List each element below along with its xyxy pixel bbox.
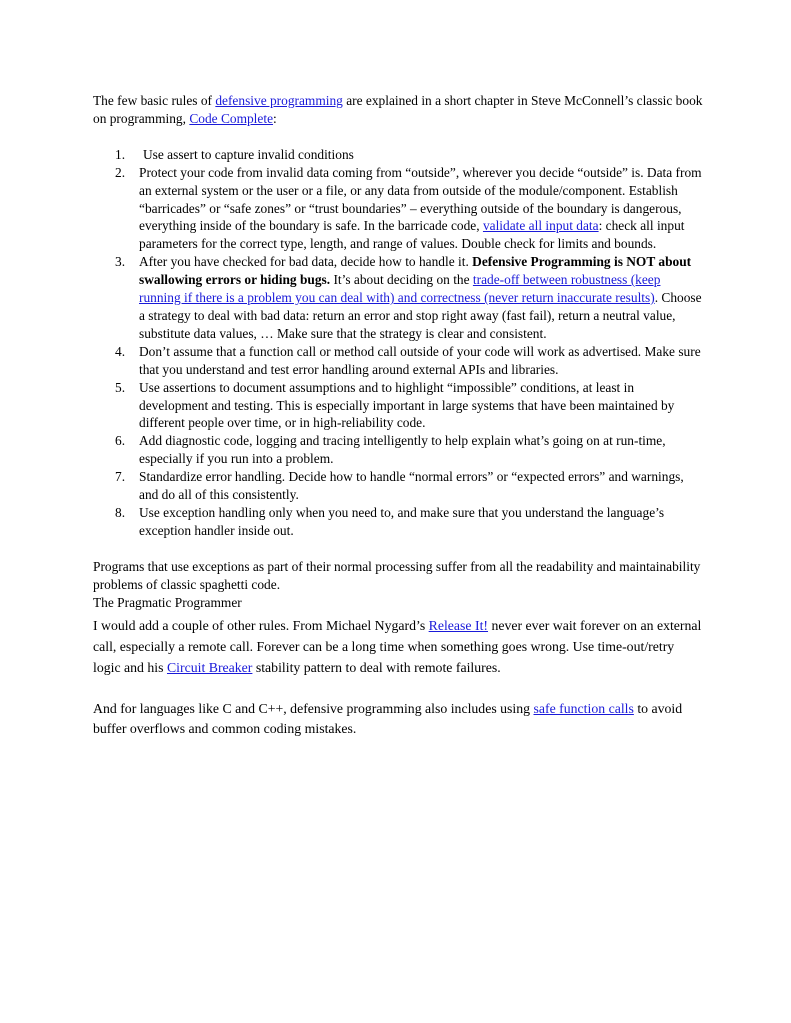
safe-calls-paragraph	[93, 699, 705, 740]
rules-list	[93, 146, 705, 540]
link-safe-function-calls[interactable]: safe function calls	[533, 700, 634, 716]
list-number: 2.	[115, 164, 126, 180]
intro-text-3: :	[273, 110, 277, 126]
list-number: 8.	[115, 504, 126, 520]
intro-text-2: are explained in a short chapter in Steve McConnell’s classic book on programming,	[93, 93, 703, 126]
intro-paragraph	[93, 92, 705, 128]
list-number: 5.	[115, 379, 126, 395]
paragraph-text: And for languages like C and C++, defensive programming also includes using	[93, 700, 534, 716]
list-item-text: Don’t assume that a function call or method call outside of your code will work as advertised. Make sure that you understand and test error handling around external APIs and libraries.	[139, 343, 701, 377]
link-validate-input-data[interactable]: validate all input data	[482, 218, 599, 234]
list-item-text: Standardize error handling. Decide how to handle “normal errors” or “expected errors” and warnings, and do all of this consistently.	[139, 469, 684, 503]
link-circuit-breaker[interactable]: Circuit Breaker	[166, 659, 253, 675]
list-number: 3.	[115, 254, 126, 270]
list-item-text: : check all input parameters for the correct type, length, and range of values. Double check for limits and bounds.	[139, 218, 685, 252]
link-tradeoff-robustness-correctness[interactable]: trade-off between robustness (keep running if there is a problem you can deal with) and correctness (never return inaccurate results)	[139, 272, 661, 306]
list-item	[93, 146, 705, 164]
list-item	[93, 432, 705, 468]
list-item	[93, 504, 705, 540]
list-item-text: Use assertions to document assumptions and to highlight “impossible” conditions, at least in development and testing. This is especially important in large systems that have been maintained by different people over time, or in high-reliability code.	[139, 379, 675, 431]
list-number: 7.	[115, 469, 126, 485]
list-number: 1.	[115, 146, 126, 162]
quote-text: Programs that use exceptions as part of their normal processing suffer from all the readability and maintainability problems of classic spaghetti code.	[93, 558, 701, 592]
list-item	[93, 164, 705, 254]
list-item	[93, 468, 705, 504]
list-number: 4.	[115, 343, 126, 359]
paragraph-text: never ever wait forever on an external call, especially a remote call. Forever can be a long time when something goes wrong. Use time-out/retry logic and his	[93, 618, 702, 675]
list-item	[93, 343, 705, 379]
bold-statement: Defensive Programming is NOT about swallowing errors or hiding bugs.	[139, 254, 692, 288]
link-defensive-programming[interactable]: defensive programming	[215, 93, 343, 108]
list-item-text: Use exception handling only when you need to, and make sure that you understand the language’s exception handler inside out.	[139, 504, 665, 538]
list-item-text: It’s about deciding on the	[330, 272, 473, 288]
paragraph-text: I would add a couple of other rules. From Michael Nygard’s	[93, 618, 429, 634]
link-release-it[interactable]: Release It!	[428, 618, 489, 634]
link-code-complete[interactable]: Code Complete	[189, 110, 274, 126]
list-item-text: Use assert to capture invalid conditions	[143, 146, 354, 162]
list-item-text: Protect your code from invalid data coming from “outside”, wherever you decide “outside” is. Data from an external system or the user or a file, or any data from outside of the module/component. Establish “barricades” or “safe zones” or “trust boundaries” – everything outside of the boundary is dangerous, everything inside of the boundary is safe. In the barricade code,	[139, 164, 702, 234]
list-item-text: . Choose a strategy to deal with bad data: return an error and stop right away (fast fail), return a neutral value, substitute data values, … Make sure that the strategy is clear and consistent.	[139, 290, 702, 341]
list-item	[93, 253, 705, 343]
list-item-text: After you have checked for bad data, decide how to handle it.	[139, 254, 473, 270]
paragraph-text: to avoid buffer overflows and common coding mistakes.	[93, 700, 683, 737]
quote-source: The Pragmatic Programmer	[93, 594, 242, 610]
page-content	[93, 92, 705, 740]
intro-text-1: The few basic rules of	[93, 93, 216, 108]
paragraph-text: stability pattern to deal with remote failures.	[252, 659, 501, 675]
list-item	[93, 379, 705, 433]
list-item-text: Add diagnostic code, logging and tracing intelligently to help explain what’s going on at run-time, especially if you run into a problem.	[139, 433, 666, 467]
list-number: 6.	[115, 433, 126, 449]
nygard-paragraph	[93, 616, 705, 678]
